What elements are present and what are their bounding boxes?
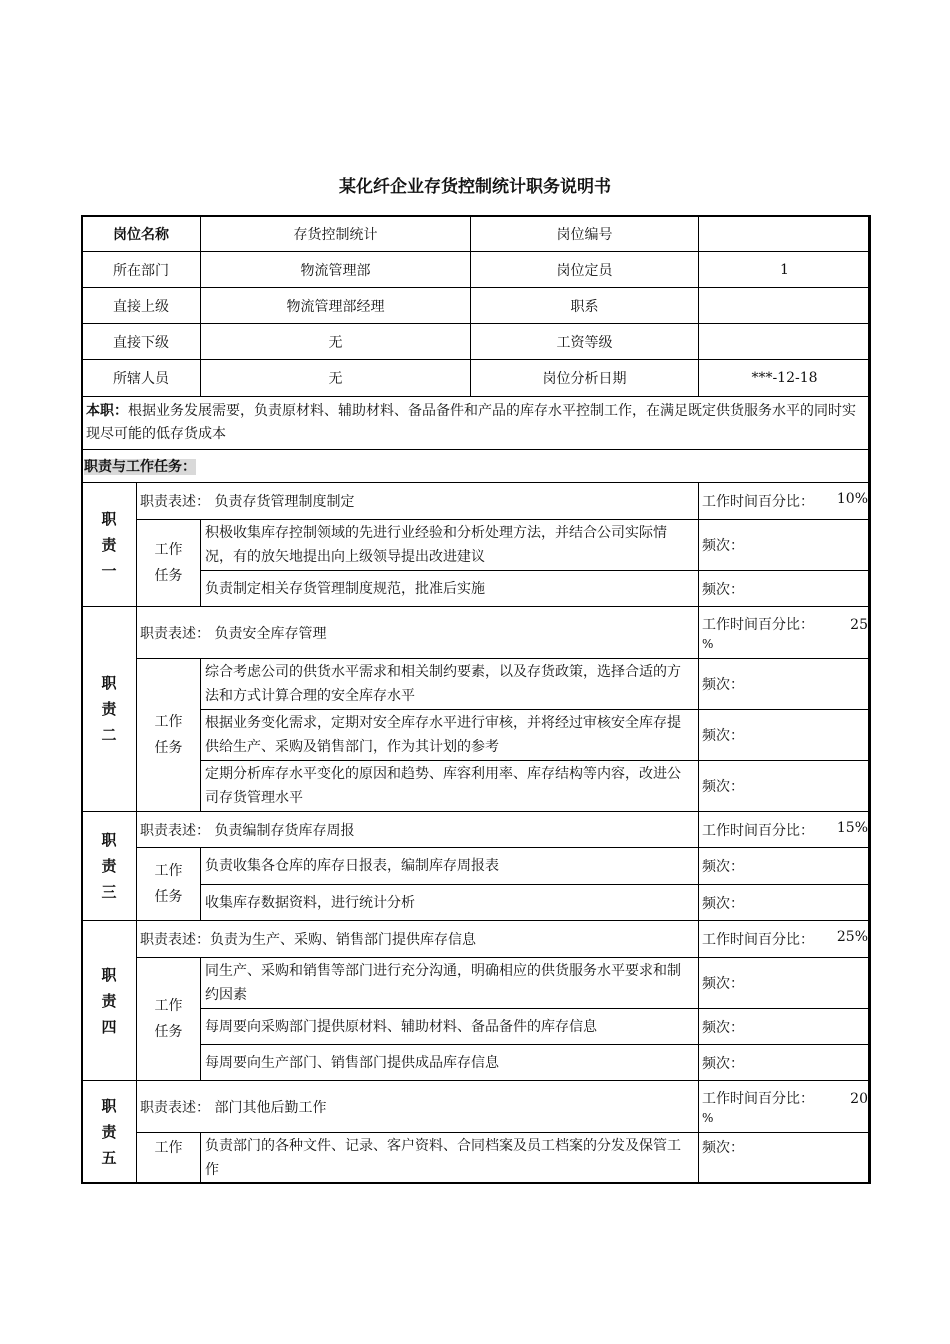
info-value: 无: [201, 360, 471, 397]
info-value: 存货控制统计: [201, 216, 471, 252]
task-text: 收集库存数据资料，进行统计分析: [201, 885, 699, 921]
task-header: 工作 任务: [137, 520, 201, 607]
info-value: 1: [699, 252, 871, 288]
frequency: 频次：: [699, 848, 871, 885]
document-title: 某化纤企业存货控制统计职务说明书: [339, 177, 611, 197]
task-text: 负责部门的各种文件、记录、客户资料、合同档案及员工档案的分发及保管工作: [201, 1133, 699, 1184]
frequency: 频次：: [699, 1133, 871, 1184]
frequency: 频次：: [699, 958, 871, 1009]
task-header: 工作 任务: [137, 958, 201, 1081]
task-text: 根据业务变化需求，定期对安全库存水平进行审核，并将经过审核安全库存提供给生产、采购及销售部门，作为其计划的参考: [201, 710, 699, 761]
frequency: 频次：: [699, 761, 871, 812]
info-label: 岗位编号: [471, 216, 699, 252]
info-label: 所辖人员: [82, 360, 201, 397]
benzhi-text: 根据业务发展需要，负责原材料、辅助材料、备品备件和产品的库存水平控制工作，在满足既定供货服务水平的同时实现尽可能的低存货成本: [86, 403, 856, 442]
duty-label: 职 责 一: [82, 483, 137, 607]
duty-description: 职责表述：负责为生产、采购、销售部门提供库存信息: [137, 921, 699, 958]
frequency: 频次：: [699, 520, 871, 571]
work-time-percent: 工作时间百分比： 15%: [699, 812, 871, 848]
info-value: 无: [201, 324, 471, 360]
duty-description: 职责表述： 负责编制存货库存周报: [137, 812, 699, 848]
info-label: 岗位名称: [82, 216, 201, 252]
task-header: 工作: [137, 1133, 201, 1184]
task-text: 负责收集各仓库的库存日报表，编制库存周报表: [201, 848, 699, 885]
info-value: 物流管理部: [201, 252, 471, 288]
duty-label: 职 责 二: [82, 607, 137, 812]
frequency: 频次：: [699, 571, 871, 607]
info-label: 所在部门: [82, 252, 201, 288]
task-text: 定期分析库存水平变化的原因和趋势、库容利用率、库存结构等内容，改进公司存货管理水平: [201, 761, 699, 812]
task-text: 每周要向采购部门提供原材料、辅助材料、备品备件的库存信息: [201, 1009, 699, 1045]
task-text: 积极收集库存控制领域的先进行业经验和分析处理方法，并结合公司实际情况，有的放矢地提出向上级领导提出改进建议: [201, 520, 699, 571]
duty-description: 职责表述： 负责安全库存管理: [137, 607, 699, 659]
work-time-percent: 工作时间百分比： 25 %: [699, 607, 871, 659]
task-text: 综合考虑公司的供货水平需求和相关制约要素，以及存货政策，选择合适的方法和方式计算合理的安全库存水平: [201, 659, 699, 710]
info-label: 直接下级: [82, 324, 201, 360]
work-time-percent: 工作时间百分比： 25%: [699, 921, 871, 958]
info-label: 岗位定员: [471, 252, 699, 288]
info-label: 工资等级: [471, 324, 699, 360]
table-outer-border: [81, 215, 870, 1184]
info-label: 岗位分析日期: [471, 360, 699, 397]
task-text: 每周要向生产部门、销售部门提供成品库存信息: [201, 1045, 699, 1081]
info-value: ***-12-18: [699, 360, 871, 397]
duty-label: 职 责 五: [82, 1081, 137, 1184]
duty-label: 职 责 四: [82, 921, 137, 1081]
frequency: 频次：: [699, 885, 871, 921]
info-label: 职系: [471, 288, 699, 324]
frequency: 频次：: [699, 659, 871, 710]
duty-description: 职责表述： 部门其他后勤工作: [137, 1081, 699, 1133]
info-value: 物流管理部经理: [201, 288, 471, 324]
frequency: 频次：: [699, 710, 871, 761]
task-header: 工作 任务: [137, 659, 201, 812]
work-time-percent: 工作时间百分比： 20 %: [699, 1081, 871, 1133]
frequency: 频次：: [699, 1009, 871, 1045]
task-header: 工作 任务: [137, 848, 201, 921]
benzhi-label: 本职：: [86, 403, 128, 419]
work-time-percent: 工作时间百分比： 10%: [699, 483, 871, 520]
task-text: 负责制定相关存货管理制度规范，批准后实施: [201, 571, 699, 607]
frequency: 频次：: [699, 1045, 871, 1081]
duty-label: 职 责 三: [82, 812, 137, 921]
task-text: 同生产、采购和销售等部门进行充分沟通，明确相应的供货服务水平要求和制约因素: [201, 958, 699, 1009]
section-header: 职责与工作任务：: [84, 459, 196, 475]
info-label: 直接上级: [82, 288, 201, 324]
duty-description: 职责表述： 负责存货管理制度制定: [137, 483, 699, 520]
